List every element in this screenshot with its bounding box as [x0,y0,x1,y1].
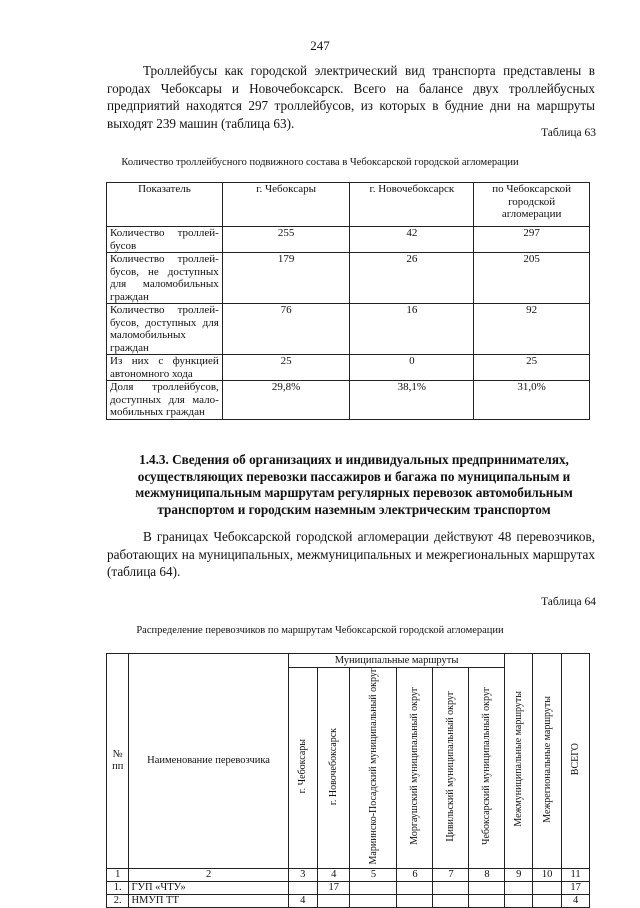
table-row [107,304,590,355]
table-row [107,253,590,304]
table64-caption: Распределение перевозчиков по маршрутам Чебоксарской городской агломерации [136,625,504,636]
section-text: В границах Чебоксарской городской агломерации действуют 48 перевозчиков, работающих на муниципальных, межмуниципальных и межрегиональных маршрутах (таблица 64). [107,529,595,579]
cell [469,895,505,908]
index-cell: 3 [288,869,317,882]
vertical-label: г. Чебоксары [297,739,309,794]
municipal-col-header [317,668,350,869]
section-heading: 1.4.3. Сведения об организациях и индивидуальных предпринимателях, осуществляющих перевозки пассажиров и багажа по муниципальным и межмуниципальным маршрутам регулярных перевозок автомобильным транспортом и городским наземным электрическим транспортом [135,452,573,517]
intro-text: Троллейбусы как городской электрический вид транспорта представлены в городах Чебоксары и Новочебоксарск. Всего на балансе двух троллейбусных предприятий находятся 297 троллейбусов, из которых в будние дни на маршруты выходят 239 машин (таблица 63). [107,63,595,131]
group-header: Муниципальные маршруты [288,654,505,668]
index-cell: 6 [397,869,433,882]
table63-header: г. Чебоксары [222,183,350,227]
cell [397,882,433,895]
table63-label: Таблица 63 [541,127,596,139]
cell: 17 [317,882,350,895]
table64-label: Таблица 64 [541,596,596,608]
table-64 [106,653,590,908]
index-cell: 7 [433,869,469,882]
cell: 255 [222,227,350,253]
page-number: 247 [310,38,330,53]
index-cell: 10 [533,869,562,882]
cell [433,882,469,895]
municipal-col-header [469,668,505,869]
row-label: Доля троллейбусов, доступных для мало-мобильных граждан [107,381,223,420]
vertical-label: Мариинско-Посадский муниципальный округ [367,668,379,865]
cell: 297 [474,227,590,253]
row-label: Из них с функцией автономного хода [107,355,223,381]
vertical-label: Межрегиональные маршруты [541,695,553,823]
index-row [107,869,590,882]
col-no-header: № пп [107,654,129,869]
index-cell: 1 [107,869,129,882]
municipal-col-header [397,668,433,869]
table63-header: по Чебоксарской городской агломерации [474,183,590,227]
index-cell: 9 [505,869,533,882]
cell [350,882,397,895]
municipal-col-header [433,668,469,869]
vertical-label: Чебоксарский муниципальный округ [481,687,493,846]
table63-header: Показатель [107,183,223,227]
cell [505,882,533,895]
vertical-label: Цивильский муниципальный округ [445,690,457,842]
municipal-col-header [288,668,317,869]
cell: 31,0% [474,381,590,420]
cell: 42 [350,227,474,253]
index-cell: 2 [129,869,288,882]
cell [533,882,562,895]
cell: 179 [222,253,350,304]
table-row [107,227,590,253]
cell-name: НМУП ТТ [129,895,288,908]
table-row [107,381,590,420]
cell: 76 [222,304,350,355]
cell: 16 [350,304,474,355]
cell: 25 [222,355,350,381]
row-label: Количество троллей-бусов, доступных для маломобильных граждан [107,304,223,355]
intro-paragraph [107,62,595,132]
index-cell: 5 [350,869,397,882]
table-63 [106,182,590,420]
col-total-header [562,654,590,869]
col-name-header: Наименование перевозчика [129,654,288,869]
cell: 4 [288,895,317,908]
cell [397,895,433,908]
table63-header: г. Новочебоксарск [350,183,474,227]
cell-total: 4 [562,895,590,908]
row-label: Количество троллей-бусов, не доступных для маломобильных граждан [107,253,223,304]
cell [350,895,397,908]
cell-total: 17 [562,882,590,895]
cell: 26 [350,253,474,304]
section-paragraph [107,528,595,581]
vertical-label: ВСЕГО [570,743,582,776]
cell: 92 [474,304,590,355]
cell [433,895,469,908]
cell-no: 2. [107,895,129,908]
col-intermunicipal-header [505,654,533,869]
col-interregional-header [533,654,562,869]
cell-name: ГУП «ЧТУ» [129,882,288,895]
table-row [107,355,590,381]
table63-caption: Количество троллейбусного подвижного состава в Чебоксарской городской агломерации [121,157,519,168]
index-cell: 11 [562,869,590,882]
table-row [107,882,590,895]
municipal-col-header [350,668,397,869]
vertical-label: Межмуниципальные маршруты [513,691,525,828]
cell [505,895,533,908]
vertical-label: г. Новочебоксарск [328,727,340,805]
cell-no: 1. [107,882,129,895]
cell: 205 [474,253,590,304]
cell: 25 [474,355,590,381]
cell: 38,1% [350,381,474,420]
cell [288,882,317,895]
index-cell: 8 [469,869,505,882]
vertical-label: Моргаушский муниципальный округ [409,687,421,846]
index-cell: 4 [317,869,350,882]
cell [533,895,562,908]
table-row [107,895,590,908]
cell [317,895,350,908]
cell: 0 [350,355,474,381]
cell: 29,8% [222,381,350,420]
row-label: Количество троллей-бусов [107,227,223,253]
cell [469,882,505,895]
